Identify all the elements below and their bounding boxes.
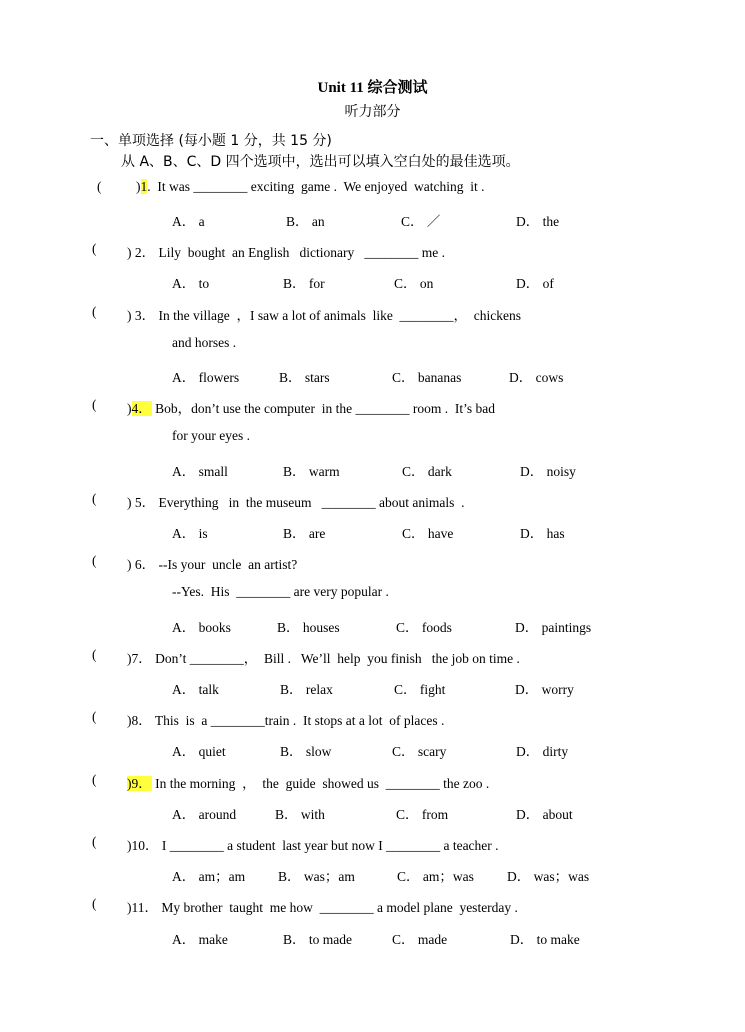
question-stem <box>127 896 518 916</box>
answer-paren-open: ( <box>92 304 97 319</box>
answer-paren-close: ) <box>136 179 141 194</box>
answer-paren-close: ) <box>127 776 132 791</box>
answer-paren-close: ) <box>127 495 135 510</box>
option-a: A． around <box>172 807 237 822</box>
question-number: 7． <box>131 651 152 666</box>
option-a: A． am；am <box>172 869 246 884</box>
question-number: 6． <box>134 557 156 572</box>
option-c: C． am；was <box>397 869 474 884</box>
answer-paren-open: ( <box>92 834 97 849</box>
question-stem <box>127 834 499 854</box>
option-b: B． for <box>283 276 325 291</box>
option-d: D． worry <box>515 682 574 697</box>
instructions: 从 A、B、C、D 四个选项中，选出可以填入空白处的最佳选项。 <box>121 154 520 170</box>
question-number: 3． <box>134 308 156 323</box>
page-title: Unit 11 综合测试 <box>317 80 428 96</box>
answer-paren-close: ) <box>127 838 132 853</box>
answer-paren-close: ) <box>127 651 132 666</box>
answer-paren-open: ( <box>92 772 97 787</box>
question-text: My brother taught me how ________ a model plane yesterday . <box>158 900 518 915</box>
question-number: 9． <box>131 776 152 791</box>
option-a: A． talk <box>172 682 219 697</box>
question-text: Everything in the museum ________ about animals . <box>155 495 465 510</box>
option-b: B． warm <box>283 464 340 479</box>
option-b: B． was；am <box>278 869 355 884</box>
option-d: D． of <box>516 276 554 291</box>
option-c: C． from <box>396 807 449 822</box>
answer-paren-open: ( <box>92 491 97 506</box>
question-number: 8． <box>131 713 152 728</box>
question-number: 11． <box>131 900 158 915</box>
option-a: A． to <box>172 276 210 291</box>
question-stem <box>127 241 445 261</box>
option-a: A． a <box>172 214 205 229</box>
option-b: B． to made <box>283 932 352 947</box>
option-d: D． to make <box>510 932 580 947</box>
question-text: This is a ________train . It stops at a lot of places . <box>151 713 445 728</box>
question-stem <box>127 647 520 667</box>
question-number: 1 <box>140 179 148 194</box>
answer-paren-close: ) <box>127 401 132 416</box>
answer-paren-open: ( <box>92 647 97 662</box>
question-text: Bob，don’t use the computer in the ________ room . It’s bad <box>151 401 495 416</box>
question-number-suffix: . <box>147 179 151 194</box>
question-text: Don’t ________， Bill . We’ll help you finish the job on time . <box>151 651 520 666</box>
option-a: A． quiet <box>172 744 226 759</box>
option-d: D． the <box>516 214 560 229</box>
question-stem <box>127 553 297 573</box>
question-text: --Is your uncle an artist? <box>155 557 298 572</box>
question-stem <box>127 304 521 324</box>
option-d: D． about <box>516 807 573 822</box>
option-c: C． scary <box>392 744 447 759</box>
question-stem <box>127 709 444 729</box>
option-c: C． foods <box>396 620 452 635</box>
option-b: B． an <box>286 214 325 229</box>
question-text: In the village ，I saw a lot of animals like ________， chickens <box>155 308 522 323</box>
question-stem <box>127 772 489 792</box>
option-c: C． have <box>402 526 454 541</box>
answer-paren-open: ( <box>92 397 97 412</box>
option-a: A． make <box>172 932 228 947</box>
answer-paren-close: ) <box>127 900 132 915</box>
option-d: D． was；was <box>507 869 590 884</box>
question-number: 5． <box>134 495 156 510</box>
question-text-continued: and horses . <box>172 335 237 350</box>
question-text-continued: for your eyes . <box>172 428 250 443</box>
option-b: B． stars <box>279 370 330 385</box>
question-stem <box>127 397 495 417</box>
option-a: A． is <box>172 526 208 541</box>
answer-paren-close: ) <box>127 557 135 572</box>
question-text: In the morning ， the guide showed us ________ the zoo . <box>151 776 490 791</box>
option-c: C． bananas <box>392 370 462 385</box>
question-text: It was ________ exciting game . We enjoyed watching it . <box>150 179 485 194</box>
option-b: B． are <box>283 526 326 541</box>
option-b: B． relax <box>280 682 333 697</box>
question-text: Lily bought an English dictionary ________ me . <box>155 245 445 260</box>
question-number: 4． <box>131 401 152 416</box>
option-c: C． dark <box>402 464 452 479</box>
option-c: C． on <box>394 276 434 291</box>
answer-paren-open: ( <box>92 241 97 256</box>
question-text-continued: --Yes. His ________ are very popular . <box>172 584 389 599</box>
option-d: D． dirty <box>516 744 569 759</box>
option-c: C． ／ <box>401 214 441 229</box>
answer-paren-close: ) <box>127 713 132 728</box>
option-a: A． flowers <box>172 370 240 385</box>
page-subtitle: 听力部分 <box>344 105 401 120</box>
option-b: B． houses <box>277 620 340 635</box>
option-a: A． books <box>172 620 231 635</box>
question-number: 2． <box>134 245 156 260</box>
question-number: 10． <box>131 838 159 853</box>
answer-paren-open: ( <box>92 553 97 568</box>
answer-paren-close: ) <box>127 308 135 323</box>
answer-paren-open: ( <box>92 896 97 911</box>
option-b: B． with <box>275 807 325 822</box>
option-b: B． slow <box>280 744 332 759</box>
answer-paren-open: ( <box>92 709 97 724</box>
question-text: I ________ a student last year but now I ________ a teacher . <box>158 838 499 853</box>
question-stem <box>127 491 464 511</box>
option-d: D． cows <box>509 370 564 385</box>
question-stem <box>136 179 484 195</box>
option-c: C． fight <box>394 682 446 697</box>
answer-paren-open: ( <box>97 179 102 194</box>
section-heading: 一、单项选择 (每小题 1 分，共 15 分) <box>90 133 332 149</box>
option-d: D． noisy <box>520 464 576 479</box>
option-a: A． small <box>172 464 228 479</box>
option-d: D． paintings <box>515 620 592 635</box>
option-c: C． made <box>392 932 448 947</box>
answer-paren-close: ) <box>127 245 135 260</box>
option-d: D． has <box>520 526 565 541</box>
